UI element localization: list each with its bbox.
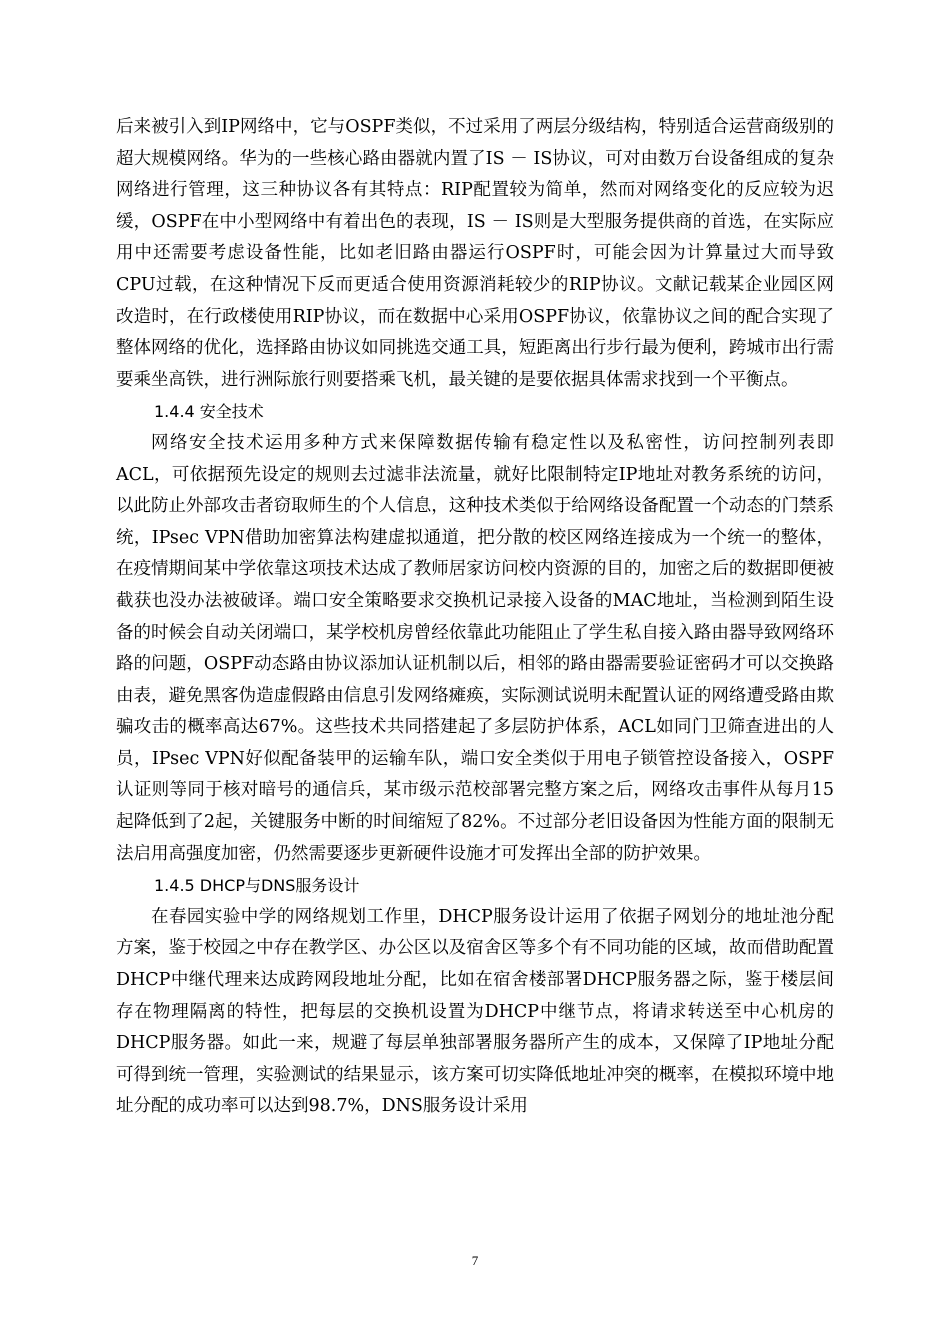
page-number: 7 (471, 1253, 479, 1268)
section-heading: 1.4.4 安全技术 (154, 402, 264, 422)
body-paragraph: 在春园实验中学的网络规划工作里，DHCP服务设计运用了依据子网划分的地址池分配方案，鉴于校园之中存在教学区、办公区以及宿舍区等多个有不同功能的区域，故而借助配置DHCP中继代理来达成跨网段地址分配，比如在宿舍楼部署DHCP服务器之际，鉴于楼层间存在物理隔离的特性，把每层的交换机设置为DHCP中继节点，将请求转送至中心机房的DHCP服务器。如此一来，规避了每层单独部署服务器所产生的成本，又保障了IP地址分配可得到统一管理，实验测试的结果显示，该方案可切实降低地址冲突的概率，在模拟环境中地址分配的成功率可以达到98.7%，DNS服务设计采用 (116, 906, 834, 1117)
page-body (116, 112, 834, 1123)
body-paragraph: 后来被引入到IP网络中，它与OSPF类似，不过采用了两层分级结构，特别适合运营商级别的超大规模网络。华为的一些核心路由器就内置了IS － IS协议，可对由数万台设备组成的复杂网络进行管理，这三种协议各有其特点：RIP配置较为简单，然而对网络变化的反应较为迟缓，OSPF在中小型网络中有着出色的表现，IS － IS则是大型服务提供商的首选，在实际应用中还需要考虑设备性能，比如老旧路由器运行OSPF时，可能会因为计算量过大而导致CPU过载，在这种情况下反而更适合使用资源消耗较少的RIP协议。文献记载某企业园区网改造时，在行政楼使用RIP协议，而在数据中心采用OSPF协议，依靠协议之间的配合实现了整体网络的优化，选择路由协议如同挑选交通工具，短距离出行步行最为便利，跨城市出行需要乘坐高铁，进行洲际旅行则要搭乘飞机，最关键的是要依据具体需求找到一个平衡点。 (116, 117, 834, 390)
body-paragraph: 网络安全技术运用多种方式来保障数据传输有稳定性以及私密性，访问控制列表即ACL，可依据预先设定的规则去过滤非法流量，就好比限制特定IP地址对教务系统的访问，以此防止外部攻击者窃取师生的个人信息，这种技术类似于给网络设备配置一个动态的门禁系统，IPsec VPN借助加密算法构建虚拟通道，把分散的校区网络连接成为一个统一的整体，在疫情期间某中学依靠这项技术达成了教师居家访问校内资源的目的，加密之后的数据即便被截获也没办法被破译。端口安全策略要求交换机记录接入设备的MAC地址，当检测到陌生设备的时候会自动关闭端口，某学校机房曾经依靠此功能阻止了学生私自接入路由器导致网络环路的问题，OSPF动态路由协议添加认证机制以后，相邻的路由器需要验证密码才可以交换路由表，避免黑客伪造虚假路由信息引发网络瘫痪，实际测试说明未配置认证的网络遭受路由欺骗攻击的概率高达67%。这些技术共同搭建起了多层防护体系，ACL如同门卫筛查进出的人员，IPsec VPN好似配备装甲的运输车队，端口安全类似于用电子锁管控设备接入，OSPF认证则等同于核对暗号的通信兵，某市级示范校部署完整方案之后，网络攻击事件从每月15起降低到了2起，关键服务中断的时间缩短了82%。不过部分老旧设备因为性能方面的限制无法启用高强度加密，仍然需要逐步更新硬件设施才可发挥出全部的防护效果。 (116, 432, 834, 864)
section-heading: 1.4.5 DHCP与DNS服务设计 (154, 876, 360, 896)
